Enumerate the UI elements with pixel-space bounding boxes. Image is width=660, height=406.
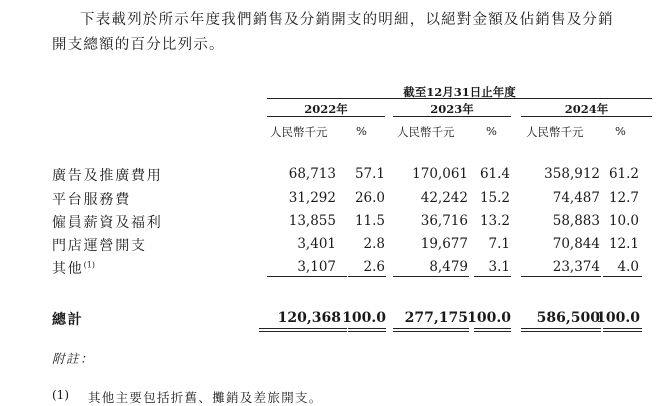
cell: 15.2 [479, 190, 510, 206]
percent-label-2023: % [486, 124, 497, 138]
note-text: 其他主要包括折舊、攤銷及差旅開支。 [88, 390, 323, 405]
year-rule-2022 [267, 116, 385, 117]
period-header: 截至12月31日止年度 [403, 85, 516, 99]
cell: 7.1 [488, 236, 510, 252]
row-label-others [52, 258, 95, 278]
cell: 170,061 [412, 166, 468, 182]
unit-label-2022: 人民幣千元 [270, 125, 328, 139]
cell: 11.5 [354, 213, 385, 229]
intro-paragraph [52, 8, 656, 58]
total-cell: 100.0 [596, 310, 640, 326]
notes-title: 附註： [52, 351, 95, 366]
cell: 68,713 [288, 166, 336, 182]
total-double-rule [259, 328, 347, 329]
intro-line-2: 開支總額的百分比列示。 [52, 37, 225, 53]
cell: 26.0 [354, 190, 385, 206]
total-double-rule [521, 331, 601, 332]
cell: 31,292 [288, 190, 336, 206]
year-2023: 2023年 [430, 102, 474, 116]
year-2024: 2024年 [564, 102, 609, 116]
subtotal-rule [267, 276, 347, 277]
subtotal-rule [603, 276, 642, 277]
cell: 70,844 [552, 236, 600, 252]
total-label: 總計 [52, 312, 84, 328]
year-rule-2024 [521, 116, 652, 117]
total-double-rule [393, 328, 469, 329]
note-number: (1) [52, 388, 69, 402]
cell: 8,479 [429, 259, 468, 275]
subtotal-rule [393, 276, 469, 277]
cell: 36,716 [420, 213, 468, 229]
total-double-rule [348, 331, 386, 332]
row-label-others-text: 其他 [52, 261, 84, 277]
total-cell: 100.0 [342, 310, 386, 326]
row-label-platform-fees: 平台服務費 [52, 192, 131, 208]
total-cell: 120,368 [277, 310, 341, 326]
cell: 23,374 [552, 259, 600, 275]
cell: 13.2 [479, 213, 510, 229]
period-rule [267, 98, 652, 99]
row-label-advertising: 廣告及推廣費用 [52, 168, 163, 184]
cell: 12.1 [608, 236, 639, 252]
percent-label-2024: % [615, 124, 626, 138]
cell: 3.1 [488, 259, 510, 275]
cell: 74,487 [552, 190, 600, 206]
subtotal-rule [348, 276, 386, 277]
cell: 4.0 [617, 259, 639, 275]
intro-line-1: 下表載列於所示年度我們銷售及分銷開支的明細，以絕對金額及佔銷售及分銷 [80, 12, 614, 28]
total-double-rule [259, 331, 347, 332]
unit-label-2024: 人民幣千元 [526, 125, 584, 139]
total-double-rule [603, 328, 642, 329]
cell: 2.8 [363, 236, 385, 252]
cell: 3,401 [297, 236, 336, 252]
total-double-rule [603, 331, 642, 332]
total-double-rule [393, 331, 469, 332]
cell: 12.7 [608, 190, 639, 206]
cell: 19,677 [420, 236, 468, 252]
cell: 57.1 [354, 166, 385, 182]
year-rule-2023 [393, 116, 511, 117]
footnote-ref: (1) [83, 260, 95, 270]
year-2022: 2022年 [304, 102, 348, 116]
subtotal-rule [474, 276, 511, 277]
cell: 13,855 [288, 213, 336, 229]
total-double-rule [474, 331, 511, 332]
total-cell: 100.0 [467, 310, 511, 326]
cell: 358,912 [544, 166, 600, 182]
total-cell: 586,500 [536, 310, 600, 326]
total-double-rule [521, 328, 601, 329]
cell: 58,883 [552, 213, 600, 229]
subtotal-rule [521, 276, 601, 277]
cell: 61.4 [479, 166, 510, 182]
unit-label-2023: 人民幣千元 [397, 125, 455, 139]
cell: 61.2 [608, 166, 639, 182]
cell: 2.6 [363, 259, 385, 275]
cell: 42,242 [420, 190, 468, 206]
row-label-store-operations: 門店運營開支 [52, 238, 147, 254]
row-label-staff-costs: 僱員薪資及福利 [52, 215, 163, 231]
total-double-rule [474, 328, 511, 329]
cell: 10.0 [608, 213, 639, 229]
total-cell: 277,175 [404, 310, 468, 326]
cell: 3,107 [297, 259, 336, 275]
percent-label-2022: % [356, 124, 367, 138]
total-double-rule [348, 328, 386, 329]
